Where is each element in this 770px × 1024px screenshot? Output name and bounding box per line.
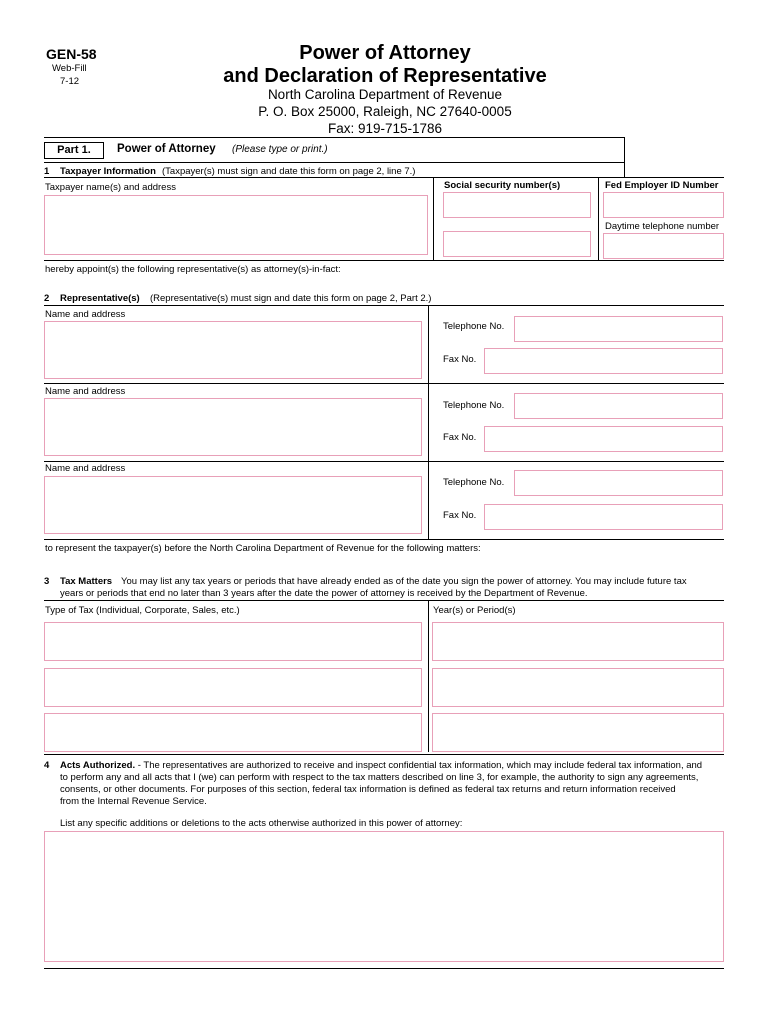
section3-number: 3 xyxy=(44,576,50,587)
rep2-name-label: Name and address xyxy=(45,386,126,397)
fein-field[interactable] xyxy=(603,192,724,218)
appoint-text: hereby appoint(s) the following representative(s) as attorney(s)-in-fact: xyxy=(45,264,341,275)
section4-text-line4: from the Internal Revenue Service. xyxy=(60,796,207,807)
part1-bottom-rule xyxy=(44,162,625,163)
tax-type-label: Type of Tax (Individual, Corporate, Sales, etc.) xyxy=(45,605,240,616)
agency-address: P. O. Box 25000, Raleigh, NC 27640-0005 xyxy=(258,104,512,119)
agency-name: North Carolina Department of Revenue xyxy=(267,87,503,102)
represent-text: to represent the taxpayer(s) before the North Carolina Department of Revenue for the following matters: xyxy=(45,543,481,554)
rep3-fax-field[interactable] xyxy=(484,504,723,530)
rep3-divider xyxy=(428,461,429,539)
ssn-label: Social security number(s) xyxy=(444,180,561,191)
part1-note: (Please type or print.) xyxy=(232,144,328,155)
ssn-field-1[interactable] xyxy=(443,192,591,218)
form-title-line1: Power of Attorney xyxy=(299,42,471,64)
section4-list-text: List any specific additions or deletions to the acts otherwise authorized in this power of attorney: xyxy=(60,818,463,829)
tax-type-field-2[interactable] xyxy=(44,668,422,707)
rep2-divider xyxy=(428,383,429,461)
section4-text-line3: consents, or other documents. For purposes of this section, federal tax information is defined as federal tax returns and return information received xyxy=(60,784,676,795)
rep1-fax-field[interactable] xyxy=(484,348,723,374)
section4-number: 4 xyxy=(44,760,50,771)
rep1-tel-label: Telephone No. xyxy=(443,321,505,332)
rep3-name-label: Name and address xyxy=(45,463,126,474)
tax-type-field-1[interactable] xyxy=(44,622,422,661)
rep2-fax-field[interactable] xyxy=(484,426,723,452)
section3-text-line2: years or periods that end no later than 3 years after the date the power of attorney is received by the Department of Revenue. xyxy=(60,588,588,599)
section4-text-line1: - The representatives are authorized to receive and inspect confidential tax information, which may include federal tax information, and xyxy=(135,760,703,771)
section1-top-rule xyxy=(44,177,724,178)
rep2-tel-label: Telephone No. xyxy=(443,400,505,411)
rep2-name-address-field[interactable] xyxy=(44,398,422,456)
rep2-fax-label: Fax No. xyxy=(443,432,477,443)
section1-divider-2 xyxy=(598,177,599,261)
rep1-tel-field[interactable] xyxy=(514,316,723,342)
web-fill-label: Web-Fill xyxy=(52,63,87,74)
section2-heading: Representative(s) xyxy=(60,293,140,304)
section1-heading-note: (Taxpayer(s) must sign and date this form on page 2, line 7.) xyxy=(162,166,416,177)
part1-right-rule xyxy=(624,137,625,177)
tax-year-field-2[interactable] xyxy=(432,668,724,707)
section4-paragraph xyxy=(60,760,730,808)
tax-year-label: Year(s) or Period(s) xyxy=(433,605,516,616)
section2-number: 2 xyxy=(44,293,50,304)
section3-bottom-rule xyxy=(44,754,724,755)
tax-year-field-1[interactable] xyxy=(432,622,724,661)
part1-top-rule xyxy=(44,137,625,138)
agency-fax: Fax: 919-715-1786 xyxy=(327,121,443,136)
section4-heading: Acts Authorized. xyxy=(60,760,136,771)
section4-text-line2: to perform any and all acts that I (we) can perform with respect to the tax matters described on line 3, for example, the authority to sign any agreements, xyxy=(60,772,699,783)
section3-text-line1: You may list any tax years or periods that have already ended as of the date you sign the power of attorney. You may include future tax xyxy=(121,576,687,587)
rep1-name-label: Name and address xyxy=(45,309,126,320)
section1-divider-1 xyxy=(433,177,434,261)
tax-year-field-3[interactable] xyxy=(432,713,724,752)
rep3-tel-label: Telephone No. xyxy=(443,477,505,488)
rep1-fax-label: Fax No. xyxy=(443,354,477,365)
part1-badge: Part 1. xyxy=(44,142,104,159)
daytime-phone-label: Daytime telephone number xyxy=(605,221,720,232)
fein-label: Fed Employer ID Number xyxy=(605,180,719,191)
section1-number: 1 xyxy=(44,166,50,177)
section3-divider xyxy=(428,600,429,752)
section4-bottom-rule xyxy=(44,968,724,969)
part1-title: Power of Attorney xyxy=(117,143,216,155)
rep3-bottom-rule xyxy=(44,539,724,540)
section2-top-rule xyxy=(44,305,724,306)
rep2-tel-field[interactable] xyxy=(514,393,723,419)
form-title-line2: and Declaration of Representative xyxy=(223,65,547,87)
ssn-field-2[interactable] xyxy=(443,231,591,257)
tax-type-field-3[interactable] xyxy=(44,713,422,752)
section1-bottom-rule xyxy=(44,260,724,261)
section2-heading-note: (Representative(s) must sign and date this form on page 2, Part 2.) xyxy=(150,293,432,304)
section1-heading: Taxpayer Information xyxy=(60,166,156,177)
taxpayer-name-label: Taxpayer name(s) and address xyxy=(45,182,176,193)
rep1-bottom-rule xyxy=(44,383,724,384)
form-id: GEN-58 xyxy=(46,46,97,62)
rep1-divider xyxy=(428,305,429,383)
acts-additions-deletions-field[interactable] xyxy=(44,831,724,962)
rep1-name-address-field[interactable] xyxy=(44,321,422,379)
rep3-tel-field[interactable] xyxy=(514,470,723,496)
daytime-phone-field[interactable] xyxy=(603,233,724,259)
section3-top-rule xyxy=(44,600,724,601)
rep3-name-address-field[interactable] xyxy=(44,476,422,534)
rep3-fax-label: Fax No. xyxy=(443,510,477,521)
rep2-bottom-rule xyxy=(44,461,724,462)
taxpayer-name-address-field[interactable] xyxy=(44,195,428,255)
section3-heading: Tax Matters xyxy=(60,576,113,587)
revision-label: 7-12 xyxy=(60,76,80,87)
